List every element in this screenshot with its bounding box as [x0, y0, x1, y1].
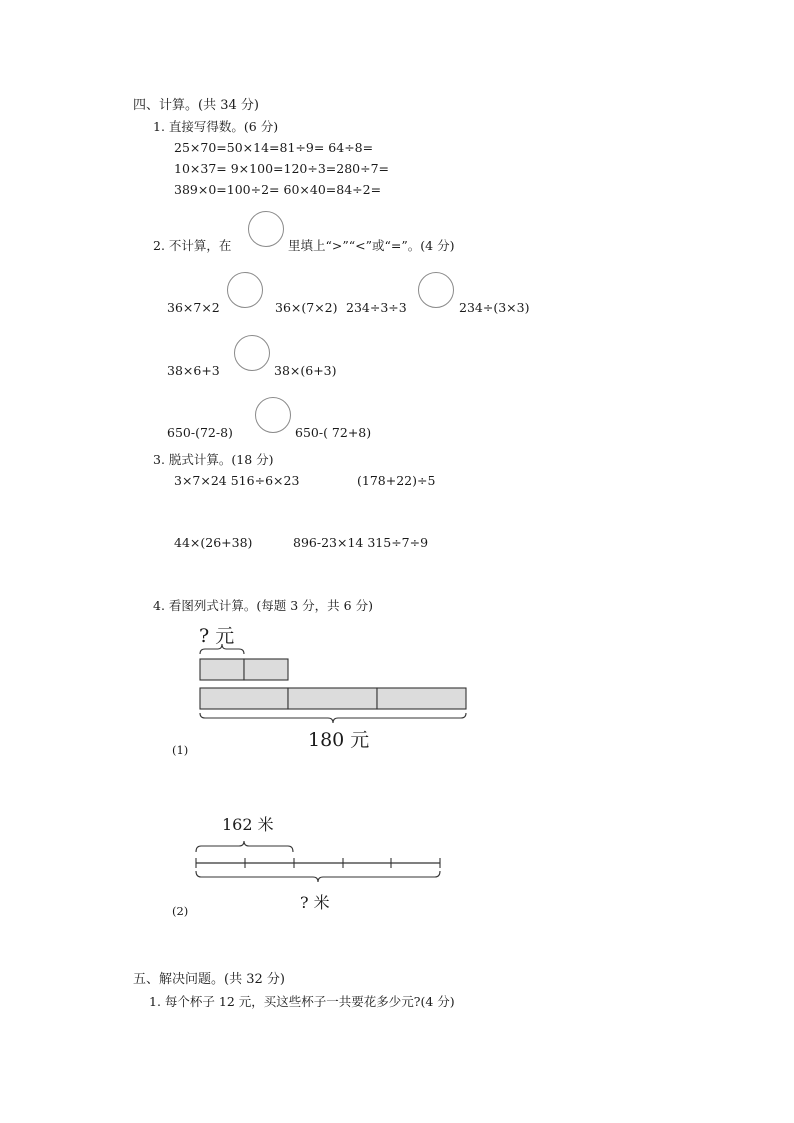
q3-row2-a: 44×(26+38) — [174, 535, 253, 550]
q2-pair-4-right: 650-( 72+8) — [295, 425, 372, 440]
q4-title: 4. 看图列式计算。(每题 3 分，共 6 分) — [153, 598, 373, 613]
figure-2-bottom-label: ? 米 — [300, 893, 330, 912]
small-bar-box-1 — [200, 659, 244, 680]
figure-2-label: (2) — [172, 904, 189, 918]
q3-title: 3. 脱式计算。(18 分) — [153, 452, 274, 467]
q2-pair-2-left: 234÷3÷3 — [346, 300, 407, 315]
section-4-heading: 四、计算。(共 34 分) — [133, 98, 259, 113]
section-5-heading: 五、解决问题。(共 32 分) — [133, 972, 285, 987]
q2-pair-3-right: 38×(6+3) — [274, 363, 337, 378]
long-bar-box-2 — [288, 688, 377, 709]
q2-pair-2-right: 234÷(3×3) — [459, 300, 530, 315]
q2-pair-1-left: 36×7×2 — [167, 300, 220, 315]
q2-pair-4-left: 650-(72-8) — [167, 425, 233, 440]
q3-row1-b: (178+22)÷5 — [357, 473, 436, 488]
top-brace-2 — [196, 841, 293, 852]
q1-line-2: 10×37= 9×100=120÷3=280÷7= — [174, 161, 390, 176]
q2-title-after: 里填上“>”“<”或“=”。(4 分) — [288, 238, 455, 253]
figure-1-label: (1) — [172, 743, 189, 757]
q3-row2-b: 896-23×14 315÷7÷9 — [293, 535, 429, 550]
figure-2-top-label: 162 米 — [222, 815, 274, 834]
q2-pair-3-left: 38×6+3 — [167, 363, 220, 378]
q1-line-3: 389×0=100÷2= 60×40=84÷2= — [174, 182, 382, 197]
small-bar-box-2 — [244, 659, 288, 680]
q1-line-1: 25×70=50×14=81÷9= 64÷8= — [174, 140, 374, 155]
q1-title: 1. 直接写得数。(6 分) — [153, 119, 279, 134]
figure-1-bottom-label: 180 元 — [308, 729, 370, 751]
bottom-brace-2 — [196, 871, 440, 882]
long-bar-box-3 — [377, 688, 466, 709]
section-5-q1: 1. 每个杯子 12 元，买这些杯子一共要花多少元?(4 分) — [149, 994, 455, 1009]
q2-title-before: 2. 不计算，在 — [153, 238, 232, 253]
long-bar-box-1 — [200, 688, 288, 709]
figure-1-top-label: ? 元 — [199, 625, 235, 647]
q2-pair-1-right: 36×(7×2) — [275, 300, 338, 315]
bottom-brace-1 — [200, 713, 466, 723]
q3-row1-a: 3×7×24 516÷6×23 — [174, 473, 300, 488]
